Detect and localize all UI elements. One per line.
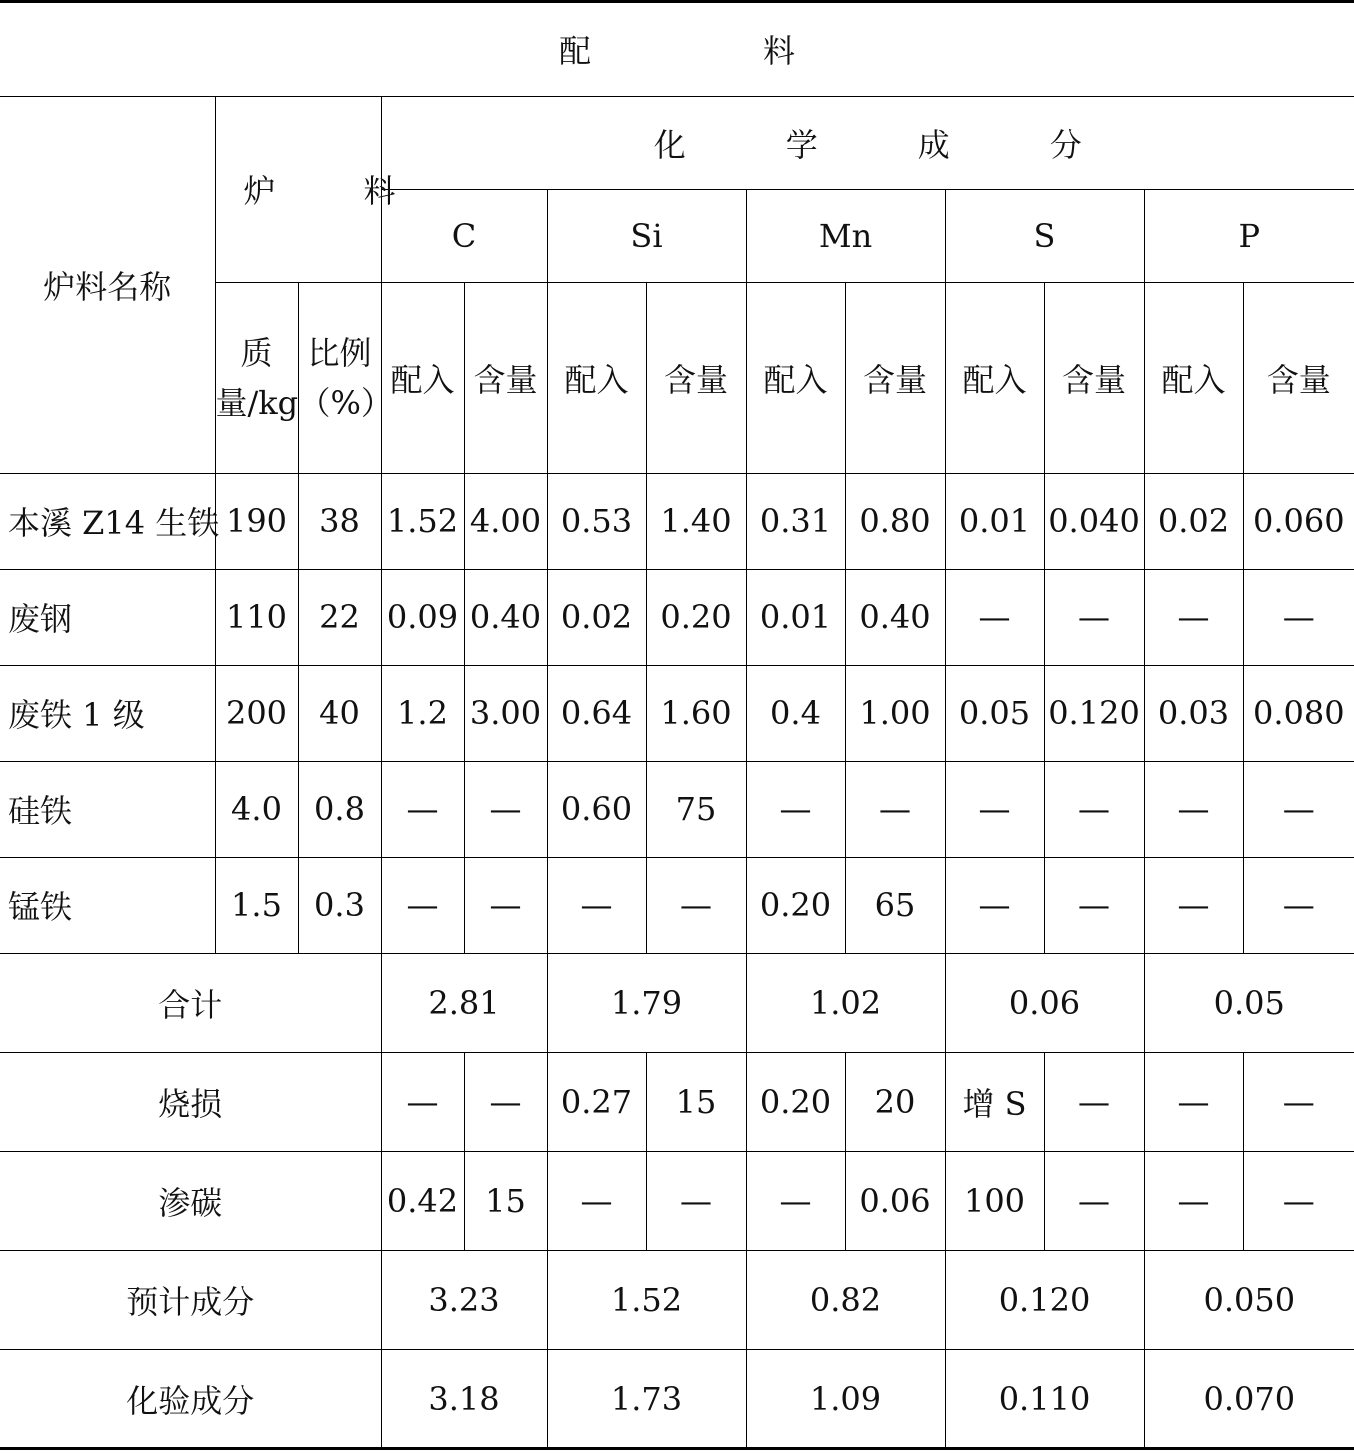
material-ratio: 0.3 [298, 857, 381, 953]
table-cell: — [1144, 1151, 1243, 1250]
material-mass: 110 [215, 569, 298, 665]
material-mass: 190 [215, 473, 298, 569]
table-cell: 0.27 [547, 1052, 646, 1151]
table-cell: 0.02 [547, 569, 646, 665]
table-cell: 100 [945, 1151, 1044, 1250]
header-added: 配入 [547, 282, 646, 473]
table-cell: — [381, 1052, 464, 1151]
total-value: 2.81 [381, 953, 547, 1052]
table-cell: 增 S [945, 1052, 1044, 1151]
table-cell: 4.00 [464, 473, 547, 569]
table-cell: — [547, 1151, 646, 1250]
header-added: 配入 [746, 282, 845, 473]
assay-value: 3.18 [381, 1349, 547, 1448]
table-cell: — [464, 1052, 547, 1151]
table-cell: — [1144, 569, 1243, 665]
header-content: 含量 [464, 282, 547, 473]
table-cell: — [945, 857, 1044, 953]
header-content: 含量 [845, 282, 945, 473]
material-ratio: 38 [298, 473, 381, 569]
burn-loss-row [0, 1052, 1354, 1151]
table-cell: — [381, 761, 464, 857]
header-element-s: S [945, 189, 1144, 282]
table-cell: — [1044, 1151, 1144, 1250]
header-content: 含量 [1044, 282, 1144, 473]
table-cell: 1.2 [381, 665, 464, 761]
table-cell: — [1144, 857, 1243, 953]
material-mass: 200 [215, 665, 298, 761]
table-cell: — [1243, 569, 1354, 665]
assay-composition-row [0, 1349, 1354, 1448]
table-cell: — [1044, 857, 1144, 953]
table-cell: — [746, 761, 845, 857]
table-cell: 0.40 [464, 569, 547, 665]
header-chemical-composition: 化 学 成 分 [381, 96, 1354, 189]
table-cell: — [547, 857, 646, 953]
material-ratio: 40 [298, 665, 381, 761]
table-cell: 15 [464, 1151, 547, 1250]
table-cell: — [1044, 1052, 1144, 1151]
assay-value: 0.070 [1144, 1349, 1354, 1448]
table-row [0, 761, 1354, 857]
table-cell: — [746, 1151, 845, 1250]
table-cell: 0.01 [945, 473, 1044, 569]
bottom-rule [0, 1447, 1354, 1450]
header-element-mn: Mn [746, 189, 945, 282]
table-cell: — [381, 857, 464, 953]
table-cell: — [646, 1151, 746, 1250]
table-cell: 1.52 [381, 473, 464, 569]
expected-value: 0.120 [945, 1250, 1144, 1349]
header-element-c: C [381, 189, 547, 282]
table-cell: 65 [845, 857, 945, 953]
table-cell: 20 [845, 1052, 945, 1151]
table-title: 配 料 [0, 3, 1354, 96]
table-cell: 3.00 [464, 665, 547, 761]
table-cell: 0.64 [547, 665, 646, 761]
carburization-row [0, 1151, 1354, 1250]
table-cell: 0.31 [746, 473, 845, 569]
total-value: 0.06 [945, 953, 1144, 1052]
table-cell: — [945, 761, 1044, 857]
table-cell: — [1044, 569, 1144, 665]
table-cell: — [646, 857, 746, 953]
table-cell: 0.60 [547, 761, 646, 857]
total-label: 合计 [0, 953, 381, 1052]
table-cell: 0.40 [845, 569, 945, 665]
table-cell: 0.20 [646, 569, 746, 665]
table-cell: — [1243, 1151, 1354, 1250]
assay-label: 化验成分 [0, 1349, 381, 1448]
table-cell: — [1243, 1052, 1354, 1151]
total-value: 0.05 [1144, 953, 1354, 1052]
table-cell: 0.42 [381, 1151, 464, 1250]
table-cell: 0.01 [746, 569, 845, 665]
table-cell: 0.20 [746, 1052, 845, 1151]
material-name: 硅铁 [0, 761, 215, 857]
header-content: 含量 [1243, 282, 1354, 473]
table-cell: — [464, 761, 547, 857]
expected-label: 预计成分 [0, 1250, 381, 1349]
table-cell: 15 [646, 1052, 746, 1151]
material-ratio: 0.8 [298, 761, 381, 857]
expected-value: 3.23 [381, 1250, 547, 1349]
table-cell: 1.00 [845, 665, 945, 761]
total-value: 1.02 [746, 953, 945, 1052]
header-row-1 [0, 96, 1354, 189]
expected-composition-row [0, 1250, 1354, 1349]
material-ratio: 22 [298, 569, 381, 665]
table-cell: — [1044, 761, 1144, 857]
assay-value: 1.73 [547, 1349, 746, 1448]
material-mass: 4.0 [215, 761, 298, 857]
expected-value: 0.82 [746, 1250, 945, 1349]
expected-value: 0.050 [1144, 1250, 1354, 1349]
header-content: 含量 [646, 282, 746, 473]
table-cell: 0.80 [845, 473, 945, 569]
table-cell: 0.02 [1144, 473, 1243, 569]
header-element-si: Si [547, 189, 746, 282]
header-added: 配入 [1144, 282, 1243, 473]
table-cell: — [1243, 857, 1354, 953]
material-name: 废铁 1 级 [0, 665, 215, 761]
material-name: 废钢 [0, 569, 215, 665]
table-cell: 0.06 [845, 1151, 945, 1250]
table-cell: 0.040 [1044, 473, 1144, 569]
table-cell: 0.080 [1243, 665, 1354, 761]
table-row [0, 569, 1354, 665]
assay-value: 0.110 [945, 1349, 1144, 1448]
table-cell: 0.05 [945, 665, 1044, 761]
charge-composition-table [0, 3, 1354, 1448]
table-cell: 0.53 [547, 473, 646, 569]
table-cell: 75 [646, 761, 746, 857]
table-cell: 0.09 [381, 569, 464, 665]
table-cell: — [1144, 761, 1243, 857]
material-name: 本溪 Z14 生铁 [0, 473, 215, 569]
expected-value: 1.52 [547, 1250, 746, 1349]
table-row [0, 665, 1354, 761]
table-cell: — [1144, 1052, 1243, 1151]
table-cell: 1.60 [646, 665, 746, 761]
header-charge: 炉 料 [215, 96, 381, 282]
burn-loss-label: 烧损 [0, 1052, 381, 1151]
table-cell: 0.060 [1243, 473, 1354, 569]
header-mass: 质量/kg [215, 282, 298, 473]
table-row [0, 857, 1354, 953]
table-cell: 0.03 [1144, 665, 1243, 761]
header-added: 配入 [945, 282, 1044, 473]
total-row [0, 953, 1354, 1052]
material-mass: 1.5 [215, 857, 298, 953]
table-row [0, 473, 1354, 569]
table-cell: — [845, 761, 945, 857]
table-cell: 0.20 [746, 857, 845, 953]
total-value: 1.79 [547, 953, 746, 1052]
table-cell: 1.40 [646, 473, 746, 569]
material-name: 锰铁 [0, 857, 215, 953]
header-element-p: P [1144, 189, 1354, 282]
table-cell: — [464, 857, 547, 953]
header-material-name: 炉料名称 [0, 96, 215, 473]
table-cell: — [1243, 761, 1354, 857]
assay-value: 1.09 [746, 1349, 945, 1448]
header-added: 配入 [381, 282, 464, 473]
table-cell: 0.4 [746, 665, 845, 761]
table-cell: 0.120 [1044, 665, 1144, 761]
table-cell: — [945, 569, 1044, 665]
title-row [0, 3, 1354, 96]
carburization-label: 渗碳 [0, 1151, 381, 1250]
header-ratio: 比例（%） [298, 282, 381, 473]
